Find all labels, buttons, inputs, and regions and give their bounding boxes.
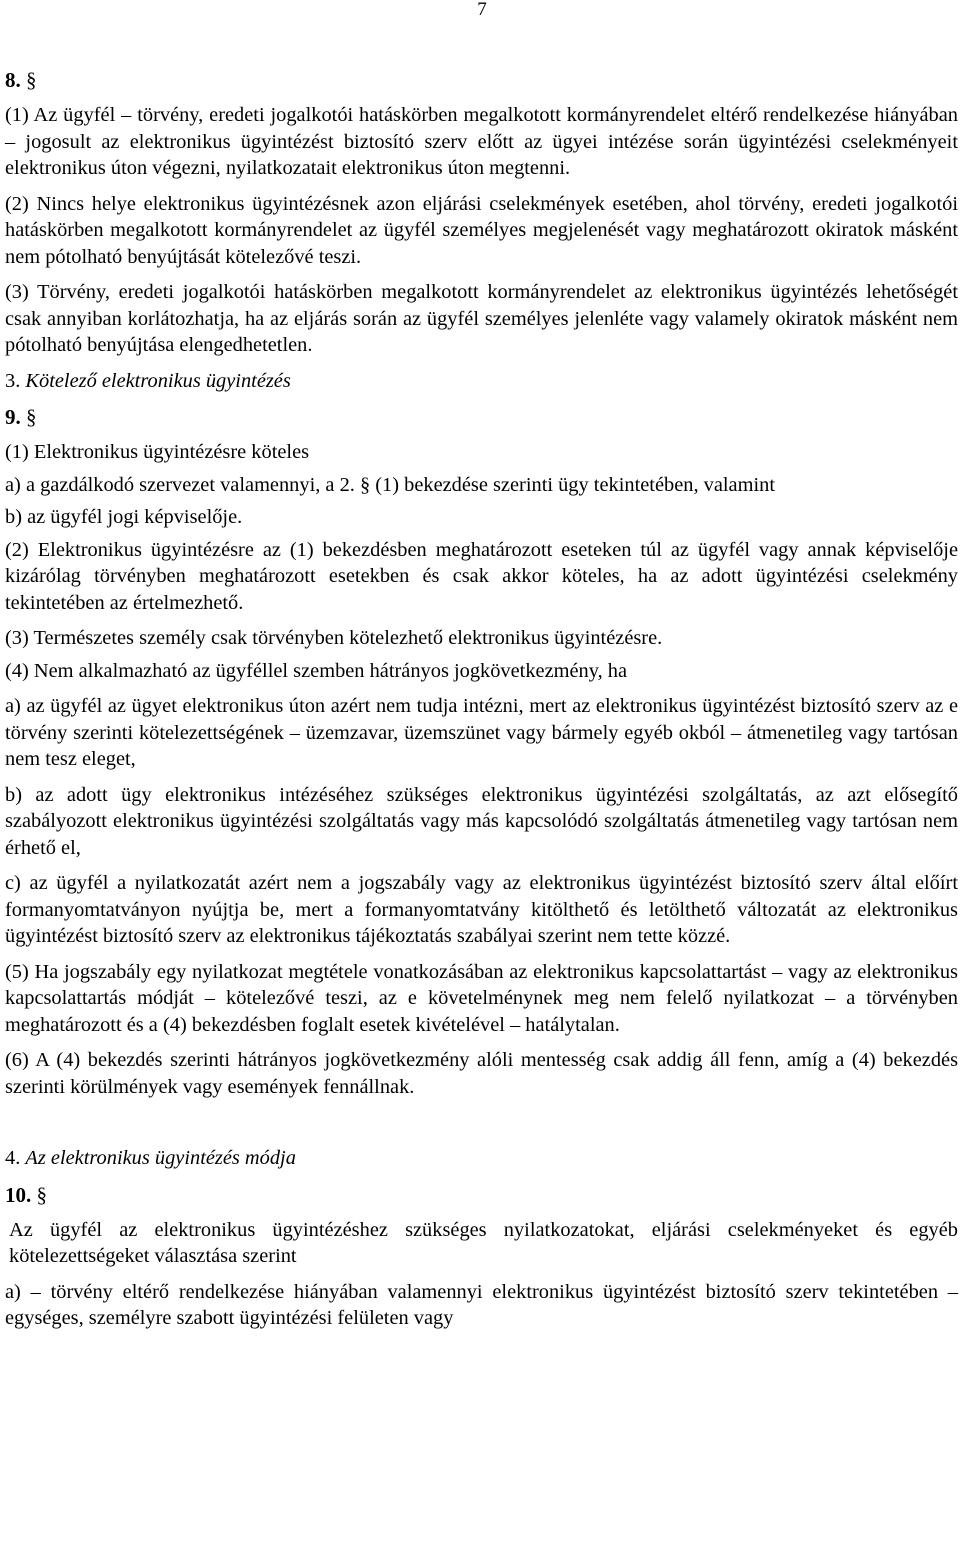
paragraph-sign: § — [26, 405, 37, 429]
section-9-item-4b: b) az adott ügy elektronikus intézéséhez szükséges elektronikus ügyintézési szolgáltatás, az azt elősegítő szabályozott elektronikus ügyintézési szolgáltatás vagy más kapcsolódó szolgáltatás átmenetileg vagy tartósan nem érhető el, — [5, 783, 958, 859]
section-9-paragraph-3: (3) Természetes személy csak törvényben kötelezhető elektronikus ügyintézésre. — [5, 627, 663, 649]
section-10-item-a: a) – törvény eltérő rendelkezése hiányában valamennyi elektronikus ügyintézést biztosító szerv tekintetében – egységes, személyre szabott ügyintézési felületen vagy — [5, 1280, 958, 1329]
paragraph-sign: § — [26, 68, 37, 92]
section-9-paragraph-2: (2) Elektronikus ügyintézésre az (1) bekezdésben meghatározott eseteken túl az ügyfél vagy annak képviselője kizárólag törvényben meghatározott esetekben és csak akkor köteles, ha az adott ügyintézési cselekmény tekintetében az értelmezhető. — [5, 538, 958, 614]
subtitle-3 — [5, 368, 958, 395]
document-body — [5, 66, 958, 1341]
subtitle-number: 3. — [5, 369, 21, 392]
section-9-item-4c: c) az ügyfél a nyilatkozatát azért nem a jogszabály vagy az elektronikus ügyintézést biztosító szerv által előírt formanyomtatványon nyújtja be, mert a formanyomtatvány kitölthető és letölthető változatát az elektronikus ügyintézést biztosító szerv az elektronikus tájékoztatás szabályai szerint nem tette közzé. — [5, 872, 958, 947]
section-8-paragraph-3: (3) Törvény, eredeti jogalkotói hatáskörben megalkotott kormányrendelet az elektronikus ügyintézés lehetőségét csak annyiban korlátozhatja, ha az eljárás során az ügyfél személyes jelenléte vagy valamely okiratok másként nem pótolható benyújtása elengedhetetlen. — [5, 281, 958, 356]
section-8-heading — [5, 66, 958, 94]
subtitle-text: Az elektronikus ügyintézés módja — [25, 1147, 296, 1169]
section-8-paragraph-1: (1) Az ügyfél – törvény, eredeti jogalkotói hatáskörben megalkotott kormányrendelet eltérő rendelkezése hiányában – jogosult az elektronikus ügyintézést biztosító szerv előtt az ügyei intézése során ügyintézési cselekményeit elektronikus úton végezni, nyilatkozatait elektronikus úton megtenni. — [5, 104, 958, 179]
section-number: 10. — [5, 1182, 32, 1207]
section-9-item-a: a) a gazdálkodó szervezet valamennyi, a 2. § (1) bekezdése szerinti ügy tekintetében, valamint — [5, 473, 775, 496]
section-9-item-4a: a) az ügyfél az ügyet elektronikus úton azért nem tudja intézni, mert az elektronikus ügyintézést biztosító szerv az e törvény szerinti kötelezettségének – üzemzavar, üzemszünet vagy bármely egyéb okból – átmenetileg vagy tartósan nem tesz eleget, — [5, 695, 958, 770]
section-9-paragraph-4: (4) Nem alkalmazható az ügyféllel szemben hátrányos jogkövetkezmény, ha — [5, 659, 628, 682]
section-8-paragraph-2: (2) Nincs helye elektronikus ügyintézésnek azon eljárási cselekmények esetében, ahol törvény, eredeti jogalkotói hatáskörben megalkotott kormányrendelet az ügyfél személyes megjelenését vagy meghatározott okiratok másként nem pótolható benyújtását kötelezővé teszi. — [5, 192, 958, 268]
subtitle-text: Kötelező elektronikus ügyintézés — [25, 369, 291, 392]
section-10-paragraph-1: Az ügyfél az elektronikus ügyintézéshez szükséges nyilatkozatokat, eljárási cselekményeket és egyéb kötelezettségeket választása szerint — [9, 1218, 958, 1267]
page-number: 7 — [477, 0, 487, 20]
subtitle-4 — [5, 1145, 958, 1172]
section-9-heading — [5, 403, 958, 431]
section-9-paragraph-5: (5) Ha jogszabály egy nyilatkozat megtétele vonatkozásában az elektronikus kapcsolattartást – vagy az elektronikus kapcsolattartás módját – kötelezővé teszi, az e követelménynek meg nem felelő nyilatkozat – a törvényben meghatározott és a (4) bekezdésben foglalt esetek kivételével – hatálytalan. — [5, 960, 958, 1036]
section-number: 8. — [5, 68, 21, 92]
paragraph-sign: § — [36, 1182, 47, 1207]
section-10-heading — [5, 1181, 958, 1209]
section-9-paragraph-6: (6) A (4) bekezdés szerinti hátrányos jogkövetkezmény alóli mentesség csak addig áll fenn, amíg a (4) bekezdés szerinti körülmények vagy események fennállnak. — [5, 1049, 958, 1098]
spacer — [5, 1109, 958, 1145]
section-9-item-b: b) az ügyfél jogi képviselője. — [5, 506, 243, 528]
subtitle-number: 4. — [5, 1147, 21, 1169]
section-9-paragraph-1: (1) Elektronikus ügyintézésre köteles — [5, 441, 310, 463]
section-number: 9. — [5, 405, 21, 429]
